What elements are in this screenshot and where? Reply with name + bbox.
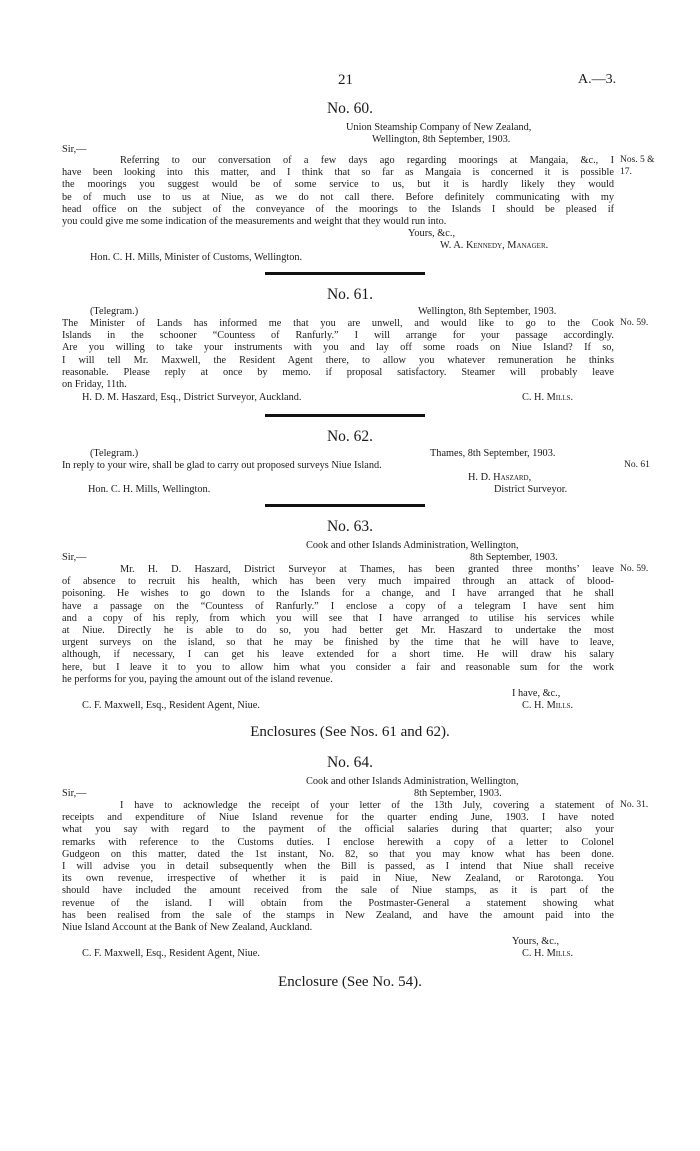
letter-63-addressee: C. F. Maxwell, Esq., Resident Agent, Niue. — [82, 700, 260, 711]
letter-63-line: urgent surveys on the island, so that he may be finished by the time that he will have to leave, — [62, 637, 614, 649]
letter-64-line: receipts and expenditure of Niue Island revenue for the quarter ending June, 1903. I have noted — [62, 812, 614, 824]
letter-60-body — [62, 155, 614, 228]
letter-64-line: I will advise you in detail subsequently when the Bill is passed, as I intend that Niue shall receive — [62, 861, 614, 873]
letter-number-64: No. 64. — [326, 754, 374, 771]
letter-63-margin-note: No. 59. — [620, 564, 649, 574]
letter-64-line: what you say with regard to the payment of the official salaries during that quarter; also your — [62, 824, 614, 836]
letter-62-signature: H. D. Haszard, — [468, 472, 532, 483]
letter-number-60: No. 60. — [326, 100, 374, 117]
letter-60-line: have been looking into this matter, and I think that so far as Mangaia is concerned it is possible — [62, 167, 614, 179]
letter-60-place-date: Wellington, 8th September, 1903. — [372, 134, 511, 145]
letter-62-signatory-title: District Surveyor. — [494, 484, 568, 495]
letter-62-place-date: Thames, 8th September, 1903. — [430, 448, 556, 459]
letter-62-telegram-label: (Telegram.) — [90, 448, 139, 459]
letter-64-margin-note: No. 31. — [620, 800, 649, 810]
letter-61-margin-note: No. 59. — [620, 318, 649, 328]
letter-64-addressee: C. F. Maxwell, Esq., Resident Agent, Niue. — [82, 948, 260, 959]
letter-62-addressee: Hon. C. H. Mills, Wellington. — [88, 484, 211, 495]
letter-62-body-line: In reply to your wire, shall be glad to carry out proposed surveys Niue Island. — [62, 460, 382, 471]
letter-61-addressee: H. D. M. Haszard, Esq., District Surveyor, Auckland. — [82, 392, 302, 403]
letter-64-salutation: Sir,— — [62, 788, 87, 799]
letter-63-line: poisoning. He wishes to go down to the Islands for a change, and I have arranged that he shall — [62, 588, 614, 600]
document-reference: A.—3. — [578, 72, 617, 87]
letter-60-line: be of much use to us at Niue, as we do not call there. Before definitely communicating with my — [62, 191, 614, 203]
letter-63-line: although, if necessary, I can get his leave extended for a short time. He will draw his salary — [62, 649, 614, 661]
letter-60-salutation: Sir,— — [62, 144, 87, 155]
letter-64-line: its own revenue, irrespective of whether it is paid in Niue, New Zealand, or Rarotonga. You — [62, 873, 614, 885]
page-number: 21 — [338, 72, 353, 88]
letter-number-63: No. 63. — [326, 518, 374, 535]
letter-63-signature: C. H. Mills. — [522, 700, 574, 711]
letter-63-line: here, but I leave it to you to allow him what you consider a fair and reasonable sum for the work — [62, 661, 614, 673]
letter-64-body — [62, 800, 614, 934]
letter-63-closing: I have, &c., — [512, 688, 561, 699]
letter-60-line: you could give me some indication of the measurements and weight that they would run into. — [62, 216, 447, 228]
letter-64-signature: C. H. Mills. — [522, 948, 574, 959]
section-divider — [265, 414, 425, 417]
letter-64-line: remarks with reference to the Customs duties. I enclose herewith a copy of a letter to Colonel — [62, 836, 614, 848]
letter-63-line: have a passage on the “Countess of Ranfurly.” I enclose a copy of a telegram I have sent him — [62, 600, 614, 612]
letter-number-62: No. 62. — [326, 428, 374, 445]
letter-61-line: I will tell Mr. Maxwell, the Resident Agent there, to allow you whatever remuneration he thinks — [62, 354, 614, 366]
enclosures-heading: Enclosures (See Nos. 61 and 62). — [250, 724, 450, 740]
letter-60-signature: W. A. Kennedy, Manager. — [440, 240, 549, 251]
letter-61-line: Islands in the schooner “Countess of Ranfurly.” I will arrange for your passage accordingly. — [62, 330, 614, 342]
section-divider — [265, 504, 425, 507]
letter-60-closing: Yours, &c., — [408, 228, 456, 239]
letter-64-line: should have included the amount received from the sale of Niue stamps, as it is part of the — [62, 885, 614, 897]
letter-60-margin-note: Nos. 5 & — [620, 155, 655, 165]
letter-61-signature: C. H. Mills. — [522, 392, 574, 403]
letter-64-line: I have to acknowledge the receipt of your letter of the 13th July, covering a statement of — [120, 800, 614, 811]
letter-64-line: Niue Island Account at the Bank of New Zealand, Auckland. — [62, 922, 313, 934]
letter-61-body — [62, 318, 614, 391]
letter-60-addressee: Hon. C. H. Mills, Minister of Customs, Wellington. — [90, 252, 303, 263]
letter-61-line: The Minister of Lands has informed me that you are unwell, and would like to go to the Cook — [62, 318, 614, 329]
letter-64-line: has been realised from the sale of the stamps in New Zealand, and have the amount paid into the — [62, 909, 614, 921]
letter-64-date: 8th September, 1903. — [414, 788, 502, 799]
letter-61-line: reasonable. Please reply at once by memo. if proposal satisfactory. Steamer will probably leave — [62, 366, 614, 378]
letter-61-telegram-label: (Telegram.) — [90, 306, 139, 317]
letter-63-body — [62, 564, 614, 686]
letter-62-margin-note: No. 61 — [624, 460, 650, 470]
letter-61-place-date: Wellington, 8th September, 1903. — [418, 306, 557, 317]
letter-63-line: Mr. H. D. Haszard, District Surveyor at Thames, has been granted three months’ leave — [120, 564, 614, 575]
letter-63-line: he performs for you, paying the amount out of the island revenue. — [62, 673, 333, 685]
letter-60-line: head office on the subject of the conveyance of the moorings to the Islands I should be pleased if — [62, 203, 614, 215]
letter-60-line: Referring to our conversation of a few days ago regarding moorings at Mangaia, &c., I — [120, 155, 614, 166]
letter-64-organisation: Cook and other Islands Administration, Wellington, — [306, 776, 519, 787]
letter-64-closing: Yours, &c., — [512, 936, 560, 947]
letter-63-line: and a copy of his reply, from which you will see that I have arranged to utilise his services while — [62, 612, 614, 624]
letter-63-line: at Niue. Directly he is able to do so, you had better get Mr. Haszard to undertake the most — [62, 625, 614, 637]
enclosure-heading: Enclosure (See No. 54). — [278, 974, 422, 990]
letter-63-date: 8th September, 1903. — [470, 552, 558, 563]
section-divider — [265, 272, 425, 275]
letter-61-line: on Friday, 11th. — [62, 379, 127, 391]
letter-60-line: the moorings you suggest would be of some service to us, but it is hardly likely they would — [62, 179, 614, 191]
letter-63-line: of absence to recruit his health, which has been very much impaired through an attack of blood- — [62, 576, 614, 588]
letter-60-margin-note-2: 17. — [620, 167, 632, 177]
letter-64-line: Gudgeon on this matter, dated the 1st instant, No. 82, so that you may know what has been done. — [62, 848, 614, 860]
letter-64-line: revenue of the island. I will obtain from the Postmaster-General a statement showing what — [62, 897, 614, 909]
letter-61-line: Are you willing to take your instruments with you and lay off some roads on Niue Island? If so, — [62, 342, 614, 354]
letter-63-salutation: Sir,— — [62, 552, 87, 563]
letter-63-organisation: Cook and other Islands Administration, Wellington, — [306, 540, 519, 551]
letter-number-61: No. 61. — [326, 286, 374, 303]
letter-60-organisation: Union Steamship Company of New Zealand, — [346, 122, 532, 133]
